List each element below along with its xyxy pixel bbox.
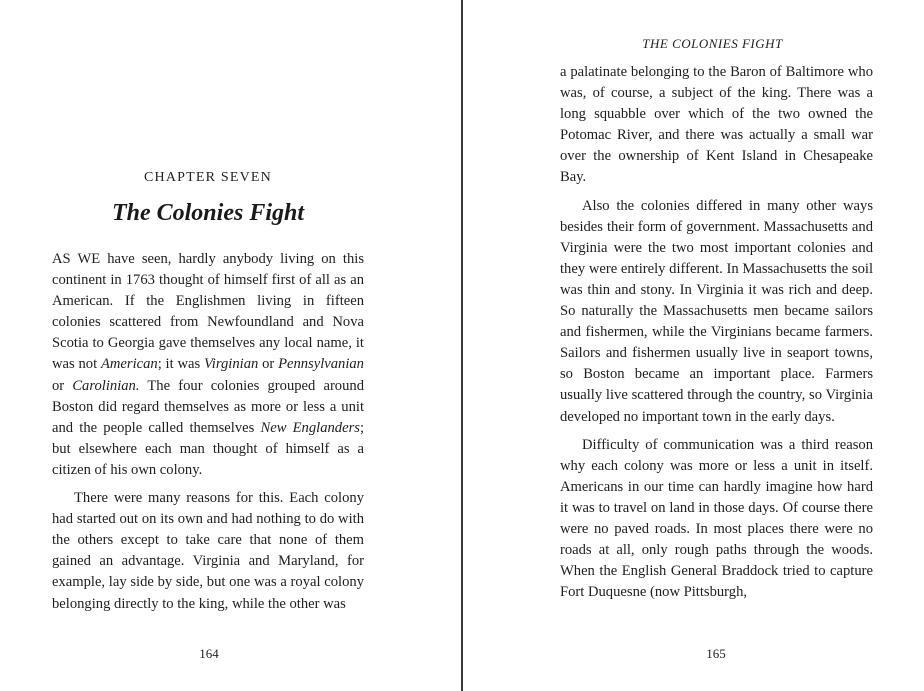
italic-text: American (100, 356, 158, 373)
page-number-left: 164 (199, 646, 219, 661)
text-run: or (52, 377, 73, 394)
italic-text: New Englanders (260, 419, 360, 436)
italic-text: Pennsylvanian (278, 356, 364, 373)
right-body-text (560, 62, 873, 610)
text-run: AS WE have seen, hardly anybody living on this continent in 1763 thought of himself first of all as an American. If the Englishmen living in fifteen colonies scattered from Newfoundland and Nova Scotia to Georgia gave themselves any local name, it was not (52, 251, 364, 373)
text-run: Also the colonies differed in many other ways besides their form of government. Massachusetts and Virginia were the two most important colonies and they were entirely different. In Massachusetts the soil was thin and stony. In Virginia it was rich and deep. So naturally the Massachusetts men became sailors and fishermen, while the Virginians became farmers. Sailors and fishermen usually live in seaport towns, so Boston became an important place. Farmers usually live scattered through the country, so Virginia developed no important town in the early days. (560, 197, 873, 425)
chapter-label: CHAPTER SEVEN (144, 170, 272, 185)
italic-text: Virginian (203, 356, 259, 373)
text-run: ; it was (157, 356, 204, 373)
paragraph (52, 488, 364, 615)
paragraph (560, 435, 873, 604)
chapter-title: The Colonies Fight (111, 200, 305, 226)
left-page (0, 0, 461, 691)
text-run: ; but elsewhere each man thought of himself as a citizen of his own colony. (52, 419, 364, 478)
paragraph (560, 196, 873, 428)
italic-text: Carolinian. (72, 377, 140, 394)
page-number-right: 165 (706, 646, 726, 661)
right-page (463, 0, 924, 691)
left-body-text (52, 249, 364, 622)
running-head: THE COLONIES FIGHT (642, 36, 783, 51)
paragraph (560, 62, 873, 189)
text-run: a palatinate belonging to the Baron of Baltimore who was, of course, a subject of the king. There was a long squabble over which of the two owned the Potomac River, and there was actually a small war over the ownership of Kent Island in Chesapeake Bay. (560, 64, 873, 186)
text-run: There were many reasons for this. Each colony had started out on its own and had nothing to do with the others except to take care that none of them gained an advantage. Virginia and Maryland, for example, lay side by side, but one was a royal colony belonging directly to the king, while the other was (52, 490, 364, 612)
text-run: Difficulty of communication was a third reason why each colony was more or less a unit in itself. Americans in our time can hardly imagine how hard it was to travel on land in those days. Of course there were no paved roads. In most places there were no roads at all, only rough paths through the woods. When the English General Braddock tried to capture Fort Duquesne (now Pittsburgh, (560, 436, 873, 601)
text-run: or (258, 356, 279, 373)
text-run: The four colonies grouped around Boston did regard themselves as more or less a unit and the people called themselves (52, 377, 364, 436)
paragraph (52, 249, 364, 481)
